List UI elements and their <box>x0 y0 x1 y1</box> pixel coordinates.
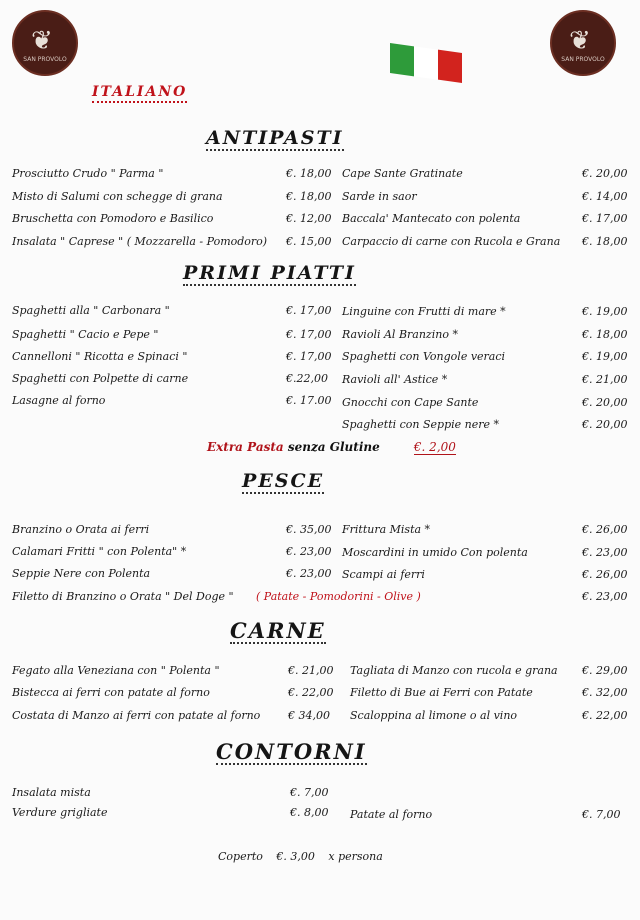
italian-flag-icon <box>390 43 462 83</box>
item-name: Seppie Nere con Polenta <box>12 567 151 580</box>
section-title-antipasti: ANTIPASTI <box>206 127 344 149</box>
item-price: €. 18,00 <box>286 190 332 203</box>
item-name: Misto di Salumi con schegge di grana <box>12 190 223 203</box>
item-price: €. 22,00 <box>288 686 334 699</box>
item-name: Cape Sante Gratinate <box>342 167 463 180</box>
item-name: ( Patate - Pomodorini - Olive ) <box>256 590 421 603</box>
item-name: Spaghetti " Cacio e Pepe " <box>12 328 159 341</box>
item-name: €. 3,00 <box>276 850 315 863</box>
item-name: Filetto di Branzino o Orata " Del Doge " <box>12 590 234 603</box>
item-name: Scaloppina al limone o al vino <box>350 709 518 722</box>
item-name: Spaghetti con Vongole veraci <box>342 350 506 363</box>
item-price: €. 7,00 <box>582 808 621 821</box>
item-name: Lasagne al forno <box>12 394 106 407</box>
section-title-carne: CARNE <box>230 618 326 643</box>
item-name: Ravioli all' Astice * <box>342 373 448 386</box>
item-name: Costata di Manzo ai ferri con patate al forno <box>12 709 261 722</box>
item-name: Bistecca ai ferri con patate al forno <box>12 686 210 699</box>
item-name: Baccala' Mantecato con polenta <box>342 212 521 225</box>
item-name: Prosciutto Crudo " Parma " <box>12 167 164 180</box>
logo-text: SAN PROVOLO <box>561 56 605 63</box>
item-name: Filetto di Bue ai Ferri con Patate <box>350 686 533 699</box>
item-price: €. 20,00 <box>582 167 628 180</box>
restaurant-logo-left <box>12 10 78 76</box>
item-name: Fegato alla Veneziana con " Polenta " <box>12 664 220 677</box>
item-name: Spaghetti alla " Carbonara " <box>12 304 170 317</box>
item-price: €. 22,00 <box>582 709 628 722</box>
item-price: €. 15,00 <box>286 235 332 248</box>
logo-text: SAN PROVOLO <box>23 56 67 63</box>
item-price: €. 14,00 <box>582 190 628 203</box>
item-name: Verdure grigliate <box>12 806 108 819</box>
coperto-line <box>218 850 393 863</box>
item-price: €. 26,00 <box>582 523 628 536</box>
menu-item-filetto <box>0 589 640 605</box>
winged-lion-icon: ❦ <box>569 26 591 56</box>
item-name: Tagliata di Manzo con rucola e grana <box>350 664 558 677</box>
item-name: Branzino o Orata ai ferri <box>12 523 150 536</box>
item-name: Frittura Mista * <box>342 523 431 536</box>
item-name: senza Glutine <box>287 440 380 454</box>
item-price: €. 18,00 <box>582 235 628 248</box>
item-price: €. 8,00 <box>290 806 329 819</box>
item-price: €. 17,00 <box>286 328 332 341</box>
item-price: €. 18,00 <box>582 328 628 341</box>
item-price: €.22,00 <box>286 372 328 385</box>
item-name: Spaghetti con Polpette di carne <box>12 372 189 385</box>
language-title: ITALIANO <box>92 84 187 103</box>
item-price: €. 23,00 <box>286 545 332 558</box>
item-price: €. 21,00 <box>288 664 334 677</box>
item-price: €. 29,00 <box>582 664 628 677</box>
section-title-primi: PRIMI PIATTI <box>183 262 356 284</box>
item-name: Extra Pasta <box>207 440 284 454</box>
section-title-pesce: PESCE <box>242 470 325 492</box>
item-name: Coperto <box>218 850 263 863</box>
item-name: Linguine con Frutti di mare * <box>342 305 506 318</box>
item-price: €. 19,00 <box>582 305 628 318</box>
item-price: € 34,00 <box>288 709 330 722</box>
item-name: Gnocchi con Cape Sante <box>342 396 479 409</box>
item-name: Bruschetta con Pomodoro e Basilico <box>12 212 214 225</box>
item-price: €. 23,00 <box>286 567 332 580</box>
item-name: Carpaccio di carne con Rucola e Grana <box>342 235 561 248</box>
extra-gluten-free <box>207 440 456 454</box>
item-name: Ravioli Al Branzino * <box>342 328 458 341</box>
restaurant-logo-right <box>550 10 616 76</box>
item-price: €. 7,00 <box>290 786 329 799</box>
item-name: Insalata " Caprese " ( Mozzarella - Pomodoro) <box>12 235 268 248</box>
item-name: Patate al forno <box>350 808 433 821</box>
item-price: €. 12,00 <box>286 212 332 225</box>
item-price: €. 23,00 <box>582 546 628 559</box>
item-price: €. 32,00 <box>582 686 628 699</box>
item-price: €. 20,00 <box>582 418 628 431</box>
item-name: €. 23,00 <box>582 590 628 603</box>
item-name: Sarde in saor <box>342 190 417 203</box>
item-name: Insalata mista <box>12 786 91 799</box>
item-price: €. 19,00 <box>582 350 628 363</box>
item-price: €. 20,00 <box>582 396 628 409</box>
item-price: €. 21,00 <box>582 373 628 386</box>
winged-lion-icon: ❦ <box>31 26 53 56</box>
item-price: €. 17,00 <box>286 350 332 363</box>
item-name: Moscardini in umido Con polenta <box>342 546 528 559</box>
item-name: €. 2,00 <box>413 440 456 454</box>
item-name: Scampi ai ferri <box>342 568 425 581</box>
item-price: €. 35,00 <box>286 523 332 536</box>
item-price: €. 17.00 <box>286 394 332 407</box>
item-price: €. 18,00 <box>286 167 332 180</box>
item-name: x persona <box>328 850 383 863</box>
item-name: Spaghetti con Seppie nere * <box>342 418 500 431</box>
item-price: €. 17,00 <box>286 304 332 317</box>
section-title-contorni: CONTORNI <box>216 739 367 764</box>
item-name: Calamari Fritti " con Polenta" * <box>12 545 187 558</box>
item-name: Cannelloni " Ricotta e Spinaci " <box>12 350 188 363</box>
item-price: €. 26,00 <box>582 568 628 581</box>
item-price: €. 17,00 <box>582 212 628 225</box>
